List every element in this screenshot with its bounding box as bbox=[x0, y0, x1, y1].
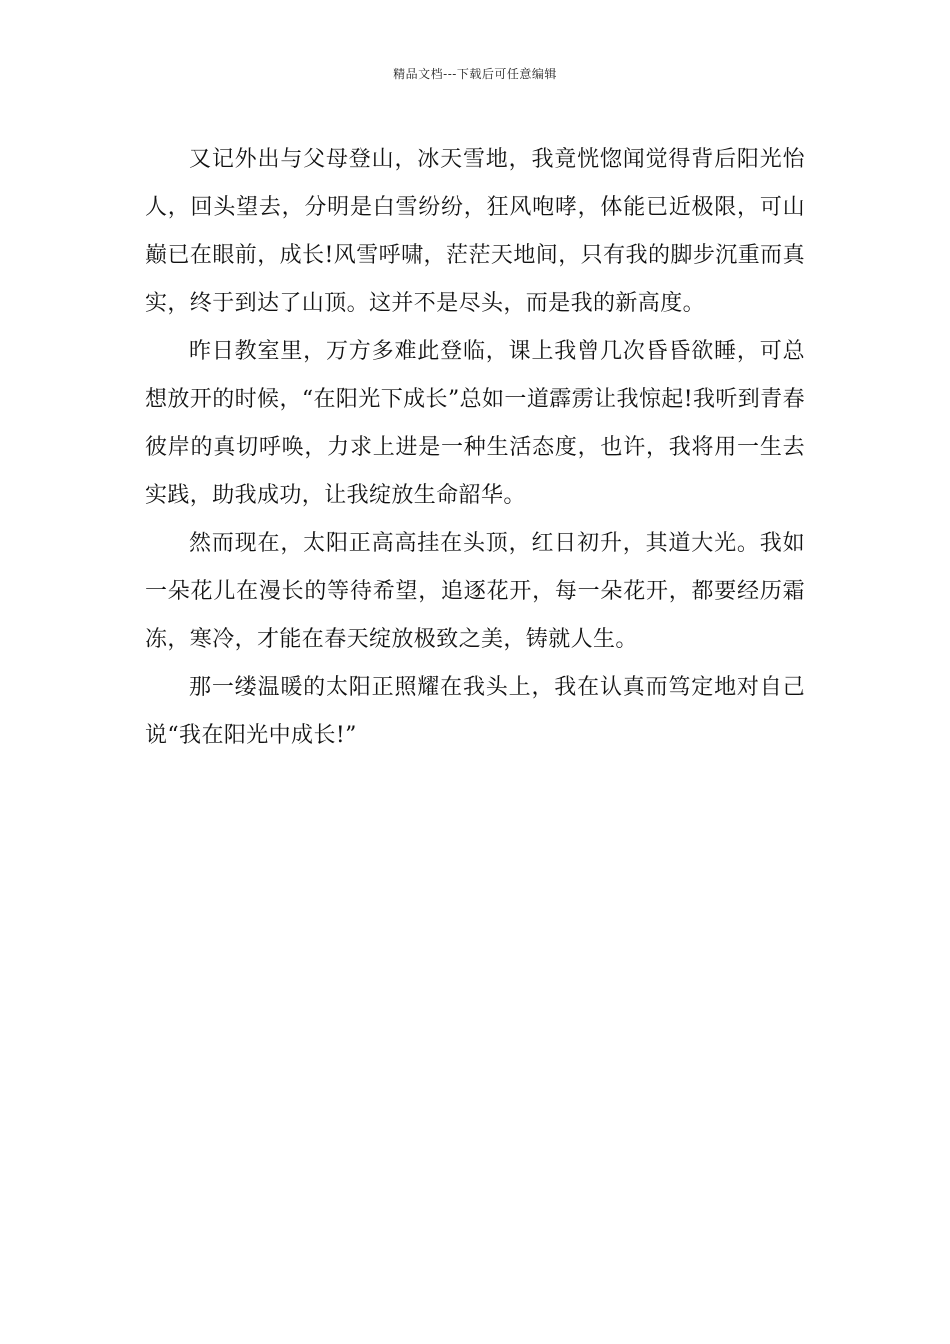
page-header: 精品文档---下载后可任意编辑 bbox=[393, 67, 557, 81]
paragraph-4: 那一缕温暖的太阳正照耀在我头上，我在认真而笃定地对自己说“我在阳光中成长!” bbox=[145, 675, 805, 748]
paragraph-2: 昨日教室里，万方多难此登临，课上我曾几次昏昏欲睡，可总想放开的时候，“在阳光下成长”总如一道霹雳让我惊起!我听到青春彼岸的真切呼唤，力求上进是一种生活态度，也许，我将用一生去实践，助我成功，让我绽放生命韶华。 bbox=[145, 339, 805, 508]
paragraph-1: 又记外出与父母登山，冰天雪地，我竟恍惚闻觉得背后阳光怡人，回头望去，分明是白雪纷纷，狂风咆哮，体能已近极限，可山巅已在眼前，成长!风雪呼啸，茫茫天地间，只有我的脚步沉重而真实，终于到达了山顶。这并不是尽头，而是我的新高度。 bbox=[145, 147, 805, 316]
document-body bbox=[145, 136, 805, 760]
paragraph-3: 然而现在，太阳正高高挂在头顶，红日初升，其道大光。我如一朵花儿在漫长的等待希望，追逐花开，每一朵花开，都要经历霜冻，寒冷，才能在春天绽放极致之美，铸就人生。 bbox=[145, 531, 805, 652]
